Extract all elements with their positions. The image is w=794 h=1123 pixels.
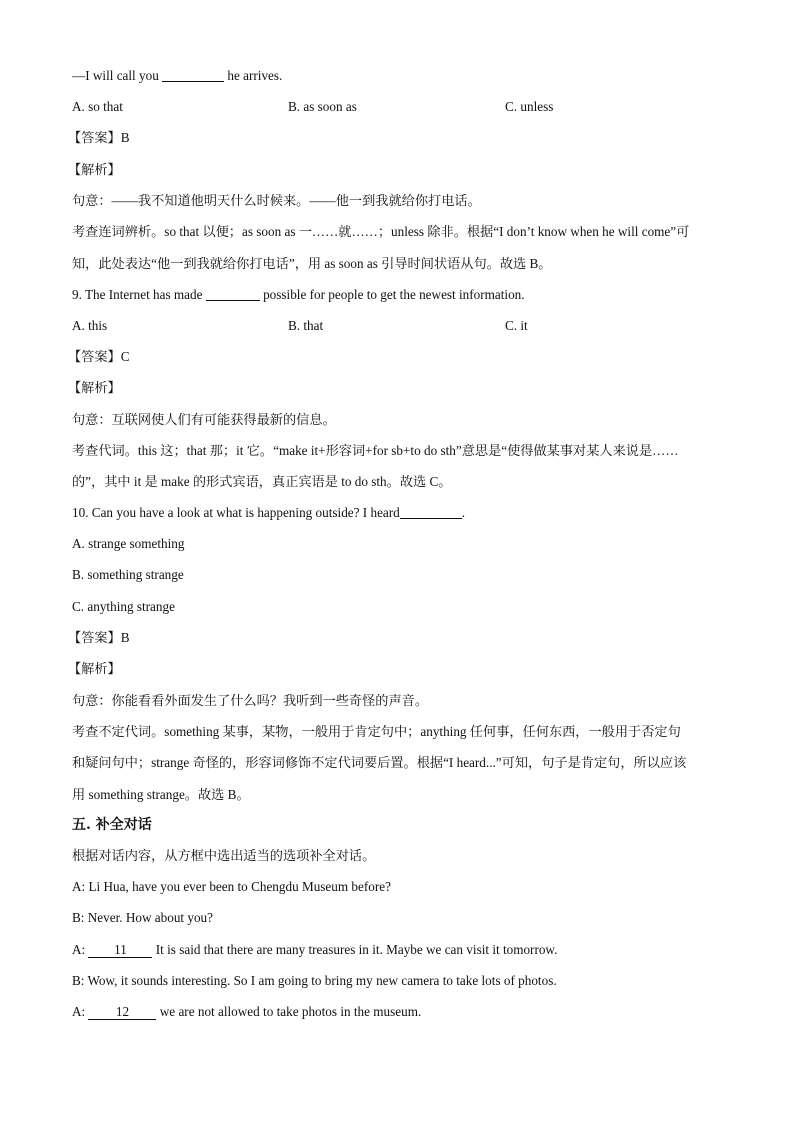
q8-explanation-line2: 知，此处表达“他一到我就给你打电话”，用 as soon as 引导时间状语从句。故选 B。 [72,256,552,271]
q10-analysis-label: 【解析】 [68,661,121,676]
q8-option-a: A. so that [72,99,123,114]
q10-explanation-line2: 和疑问句中；strange 奇怪的，形容词修饰不定代词要后置。根据“I heard...”可知，句子是肯定句，所以应该 [72,755,687,770]
q8-option-c: C. unless [505,99,554,114]
dialogue-speaker-a: A: [72,1004,86,1019]
q10-meaning: 句意：你能看看外面发生了什么吗？我听到一些奇怪的声音。 [72,693,429,708]
blank-12: 12 [88,1004,156,1020]
q9-blank [206,286,260,301]
q9-explanation-line2: 的”，其中 it 是 make 的形式宾语，真正宾语是 to do sth。故选 C。 [72,474,452,489]
q8-stem-post: he arrives. [227,68,283,83]
q9-stem-pre: 9. The Internet has made [72,287,203,302]
q9-option-a: A. this [72,318,108,333]
q10-option-c: C. anything strange [72,599,175,614]
q9-explanation-line1: 考查代词。this 这；that 那；it 它。“make it+形容词+for sb+to do sth”意思是“使得做某事对某人来说是…… [72,443,679,458]
q9-stem [72,285,734,305]
dialogue-line-4: B: Wow, it sounds interesting. So I am going to bring my new camera to take lots of photos. [72,973,557,988]
dialogue-speaker-a: A: [72,942,86,957]
q9-option-b: B. that [288,318,324,333]
dialogue-line-5 [72,1002,734,1022]
dialogue-line-5-text: we are not allowed to take photos in the museum. [159,1004,422,1019]
q10-blank [400,504,462,519]
q8-meaning: 句意：——我不知道他明天什么时候来。——他一到我就给你打电话。 [72,193,481,208]
q10-option-a: A. strange something [72,536,185,551]
q10-stem-pre: 10. Can you have a look at what is happening outside? I heard [72,505,400,520]
section-title: 五. 补全对话 [72,817,152,833]
dialogue-line-3-text: It is said that there are many treasures in it. Maybe we can visit it tomorrow. [155,942,558,957]
q9-analysis-label: 【解析】 [68,380,121,395]
q8-stem [72,66,734,86]
q9-option-c: C. it [505,318,528,333]
dialogue-line-2: B: Never. How about you? [72,910,214,925]
q10-stem [72,503,734,523]
q8-answer: 【答案】B [68,130,130,145]
q8-option-b: B. as soon as [288,99,357,114]
q8-blank [162,67,224,82]
q10-explanation-line3: 用 something strange。故选 B。 [72,787,250,802]
q10-stem-post: . [461,505,466,520]
q9-meaning: 句意：互联网使人们有可能获得最新的信息。 [72,412,336,427]
dialogue-line-1: A: Li Hua, have you ever been to Chengdu Museum before? [72,879,391,894]
q10-explanation-line1: 考查不定代词。something 某事，某物，一般用于肯定句中；anything 任何事，任何东西，一般用于否定句 [72,724,681,739]
blank-11: 11 [88,942,152,958]
q10-option-b: B. something strange [72,567,184,582]
q8-explanation-line1: 考查连词辨析。so that 以便；as soon as 一……就……；unless 除非。根据“I don’t know when he will come”可 [72,224,690,239]
q9-stem-post: possible for people to get the newest information. [263,287,525,302]
section-instruction: 根据对话内容，从方框中选出适当的选项补全对话。 [72,848,376,863]
q10-answer: 【答案】B [68,630,130,645]
q9-answer: 【答案】C [68,349,130,364]
dialogue-line-3 [72,940,734,960]
q8-analysis-label: 【解析】 [68,162,121,177]
q8-stem-pre: —I will call you [72,68,159,83]
